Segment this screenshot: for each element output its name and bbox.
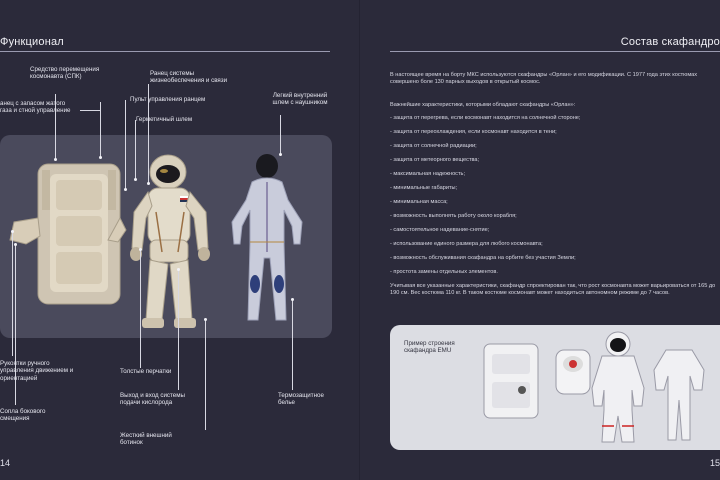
- feature-item: - простота замены отдельных элементов.: [390, 269, 498, 275]
- page-number-right: 15: [709, 458, 720, 468]
- emu-spacesuit-parts-image: [478, 330, 720, 450]
- leader-dot: [134, 178, 137, 181]
- feature-item: - защита от метеорного вещества;: [390, 157, 480, 163]
- leader-line: [125, 100, 126, 190]
- leader-line: [140, 250, 141, 368]
- label-emu-example: Пример строения скафандра EMU: [404, 340, 455, 355]
- feature-item: - максимальная надежность;: [390, 171, 466, 177]
- jetpack-unit-image: [8, 160, 128, 310]
- feature-item: - защита от солнечной радиации;: [390, 143, 477, 149]
- label-helmet: Герметичный шлем: [136, 116, 193, 123]
- label-inner-helmet: Легкий внутренний шлем с наушником: [272, 92, 328, 107]
- feature-item: - возможность обслуживания скафандра на орбите без участия Земли;: [390, 255, 576, 261]
- closing-paragraph: Учитывая все указанные характеристики, скафандр спроектирован так, что рост космонавта может варьироваться от 165 до 190 см. Вес костюма 110 кг. В таком костюме космонавт может находиться автономном режиме до 7 часов.: [390, 283, 716, 296]
- feature-item: - минимальные габариты;: [390, 185, 458, 191]
- header-rule-right: [390, 51, 720, 52]
- page-title-right: Состав скафандро: [620, 36, 720, 48]
- leader-dot: [11, 230, 14, 233]
- label-thermal-underwear: Термозащитное белье: [278, 392, 324, 407]
- feature-item: - самостоятельное надевание-снятие;: [390, 227, 490, 233]
- leader-dot: [204, 318, 207, 321]
- label-life-support-backpack: Ранец системы жизнеобеспечения и связи: [150, 70, 228, 85]
- feature-item: - минимальная масса;: [390, 199, 448, 205]
- leader-dot: [291, 298, 294, 301]
- thermal-underwear-image: [222, 152, 312, 332]
- label-spk: Средство перемещения космонавта (СПК): [30, 66, 100, 81]
- feature-item: - использование единого размера для любого космонавта;: [390, 241, 543, 247]
- page-number-left: 14: [0, 458, 11, 468]
- leader-line: [12, 232, 13, 356]
- leader-dot: [139, 248, 142, 251]
- leader-line: [135, 120, 136, 180]
- leader-dot: [279, 153, 282, 156]
- feature-item: - возможность выполнять работу около корабля;: [390, 213, 517, 219]
- label-control-panel: Пульт управления ранцем: [130, 96, 206, 103]
- leader-line: [292, 300, 293, 390]
- label-boots: Жесткий внешний ботинок: [120, 432, 172, 447]
- label-nozzles: Сопла бокового смещения: [0, 408, 46, 423]
- feature-item: - защита от перегрева, если космонавт находится на солнечной стороне;: [390, 115, 581, 121]
- leader-dot: [99, 156, 102, 159]
- feature-item: - защита от переохлаждения, если космонавт находится в тени;: [390, 129, 557, 135]
- intro-paragraph: В настоящее время на борту МКС используются скафандры «Орлан» и его модификации. С 1977 года этих костюмах совершено боле 130 парных выходов в открытый космос.: [390, 72, 698, 85]
- page-gutter: [359, 0, 360, 480]
- leader-dot: [124, 188, 127, 191]
- leader-dot: [54, 158, 57, 161]
- leader-dot: [177, 268, 180, 271]
- leader-line: [100, 102, 101, 158]
- leader-dot: [14, 243, 17, 246]
- leader-line: [280, 115, 281, 155]
- features-heading: Важнейшие характеристики, которыми обладают скафандры «Орлан»:: [390, 102, 576, 108]
- leader-dot: [147, 182, 150, 185]
- label-oxygen-port: Выход и вход системы подачи кислорода: [120, 392, 185, 407]
- header-rule-left: [0, 51, 330, 52]
- label-gas-tank: анец с запасом жатого газа и стной управление: [0, 100, 71, 115]
- label-handles: Рукоятки ручного управления движением и ориентацией: [0, 360, 74, 382]
- leader-line: [205, 320, 206, 430]
- label-gloves: Толстые перчатки: [120, 368, 172, 375]
- page-title-left: Функционал: [0, 36, 64, 48]
- leader-line: [80, 110, 100, 111]
